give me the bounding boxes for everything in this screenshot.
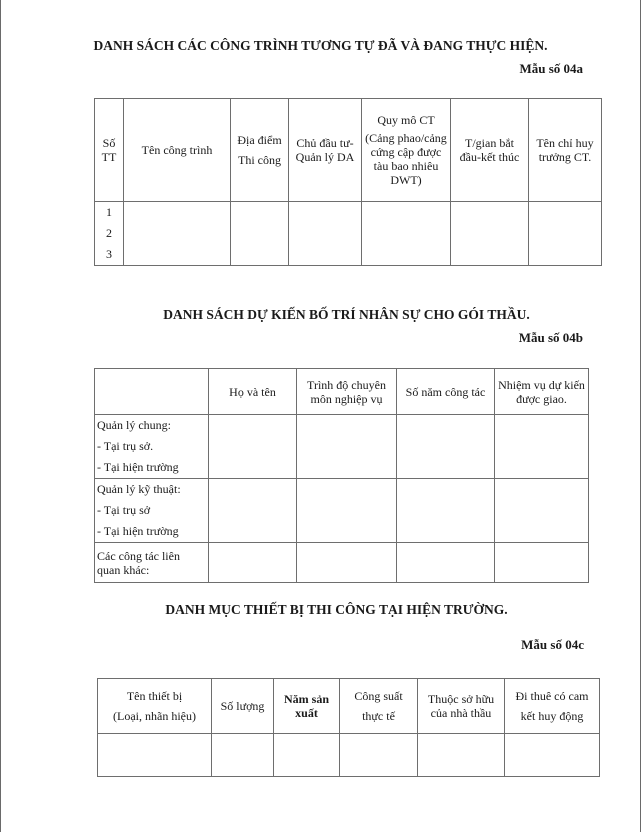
row-numbers-cell <box>95 202 124 266</box>
projects-data-row <box>95 202 602 266</box>
header-blank <box>95 369 209 415</box>
empty-cell <box>209 479 297 543</box>
empty-cell <box>297 543 397 583</box>
header-assigned-task: Nhiệm vụ dự kiến được giao. <box>495 369 589 415</box>
header-equipment-line1: Tên thiết bị <box>126 689 183 703</box>
row-number: 1 <box>106 205 112 219</box>
row-sub-label: - Tại trụ sở <box>97 503 151 517</box>
header-duration: T/gian bắt đầu-kết thúc <box>451 99 529 202</box>
empty-cell <box>418 734 505 777</box>
empty-cell <box>209 415 297 479</box>
empty-cell <box>297 479 397 543</box>
header-equipment-name <box>98 679 212 734</box>
empty-cell <box>98 734 212 777</box>
equipment-data-row <box>98 734 600 777</box>
row-label: Quản lý kỹ thuật: <box>97 482 181 496</box>
empty-cell <box>495 415 589 479</box>
header-qualification: Trình độ chuyên môn nghiệp vụ <box>297 369 397 415</box>
personnel-row <box>95 415 589 479</box>
empty-cell <box>397 543 495 583</box>
empty-cell <box>451 202 529 266</box>
page-edge-left <box>0 0 1 832</box>
empty-cell <box>289 202 362 266</box>
personnel-row <box>95 543 589 583</box>
personnel-header-row <box>95 369 589 415</box>
empty-cell <box>297 415 397 479</box>
header-location-line2: Thi công <box>238 153 281 167</box>
empty-cell <box>362 202 451 266</box>
header-equipment-line2: (Loại, nhãn hiệu) <box>113 709 196 723</box>
empty-cell <box>209 543 297 583</box>
header-scale-line1: Quy mô CT <box>377 113 435 127</box>
header-site-manager: Tên chỉ huy trưởng CT. <box>529 99 602 202</box>
header-quantity: Số lượng <box>212 679 274 734</box>
row-number: 3 <box>106 247 112 261</box>
header-stt: Số TT <box>95 99 124 202</box>
header-investor: Chủ đầu tư- Quản lý DA <box>289 99 362 202</box>
personnel-row <box>95 479 589 543</box>
section-b-form-number: Mẫu số 04b <box>518 330 583 345</box>
empty-cell <box>124 202 231 266</box>
header-rental <box>505 679 600 734</box>
equipment-table <box>97 678 600 777</box>
header-ownership: Thuộc sở hữu của nhà thầu <box>418 679 505 734</box>
header-rental-line2: kết huy động <box>520 709 584 723</box>
row-label: Quản lý chung: <box>97 418 171 432</box>
header-project-name: Tên công trình <box>124 99 231 202</box>
personnel-table <box>94 368 589 583</box>
header-capacity-line1: Công suất <box>354 689 403 703</box>
projects-header-row <box>95 99 602 202</box>
empty-cell <box>340 734 418 777</box>
section-c-form-number: Mẫu số 04c <box>521 637 584 652</box>
header-scale <box>362 99 451 202</box>
header-capacity-line2: thực tế <box>362 709 395 723</box>
section-c-title: DANH MỤC THIẾT BỊ THI CÔNG TẠI HIỆN TRƯỜNG. <box>165 602 508 617</box>
header-location-line1: Địa điểm <box>237 133 282 147</box>
section-b-title: DANH SÁCH DỰ KIẾN BỐ TRÍ NHÂN SỰ CHO GÓI THẦU. <box>163 307 530 322</box>
projects-table <box>94 98 602 266</box>
row-sub-label: - Tại hiện trường <box>97 460 179 474</box>
row-label: Các công tác liên quan khác: <box>95 543 209 583</box>
row-number: 2 <box>106 226 112 240</box>
row-sub-label: - Tại hiện trường <box>97 524 179 538</box>
row-label-cell <box>95 415 209 479</box>
empty-cell <box>397 479 495 543</box>
header-years-of-service: Số năm công tác <box>397 369 495 415</box>
empty-cell <box>529 202 602 266</box>
empty-cell <box>397 415 495 479</box>
empty-cell <box>212 734 274 777</box>
equipment-header-row <box>98 679 600 734</box>
row-label-cell <box>95 479 209 543</box>
empty-cell <box>231 202 289 266</box>
header-full-name: Họ và tên <box>209 369 297 415</box>
header-rental-line1: Đi thuê có cam <box>515 689 589 703</box>
header-location <box>231 99 289 202</box>
empty-cell <box>505 734 600 777</box>
empty-cell <box>274 734 340 777</box>
row-sub-label: - Tại trụ sở. <box>97 439 154 453</box>
section-a-form-number: Mẫu số 04a <box>519 61 583 76</box>
header-capacity <box>340 679 418 734</box>
empty-cell <box>495 479 589 543</box>
section-a-title: DANH SÁCH CÁC CÔNG TRÌNH TƯƠNG TỰ ĐÃ VÀ ĐANG THỰC HIỆN. <box>93 38 548 53</box>
header-year-made: Năm sản xuất <box>274 679 340 734</box>
empty-cell <box>495 543 589 583</box>
header-scale-line2: (Cảng phao/cảng cứng cập được tàu bao nhiêu DWT) <box>365 131 447 187</box>
